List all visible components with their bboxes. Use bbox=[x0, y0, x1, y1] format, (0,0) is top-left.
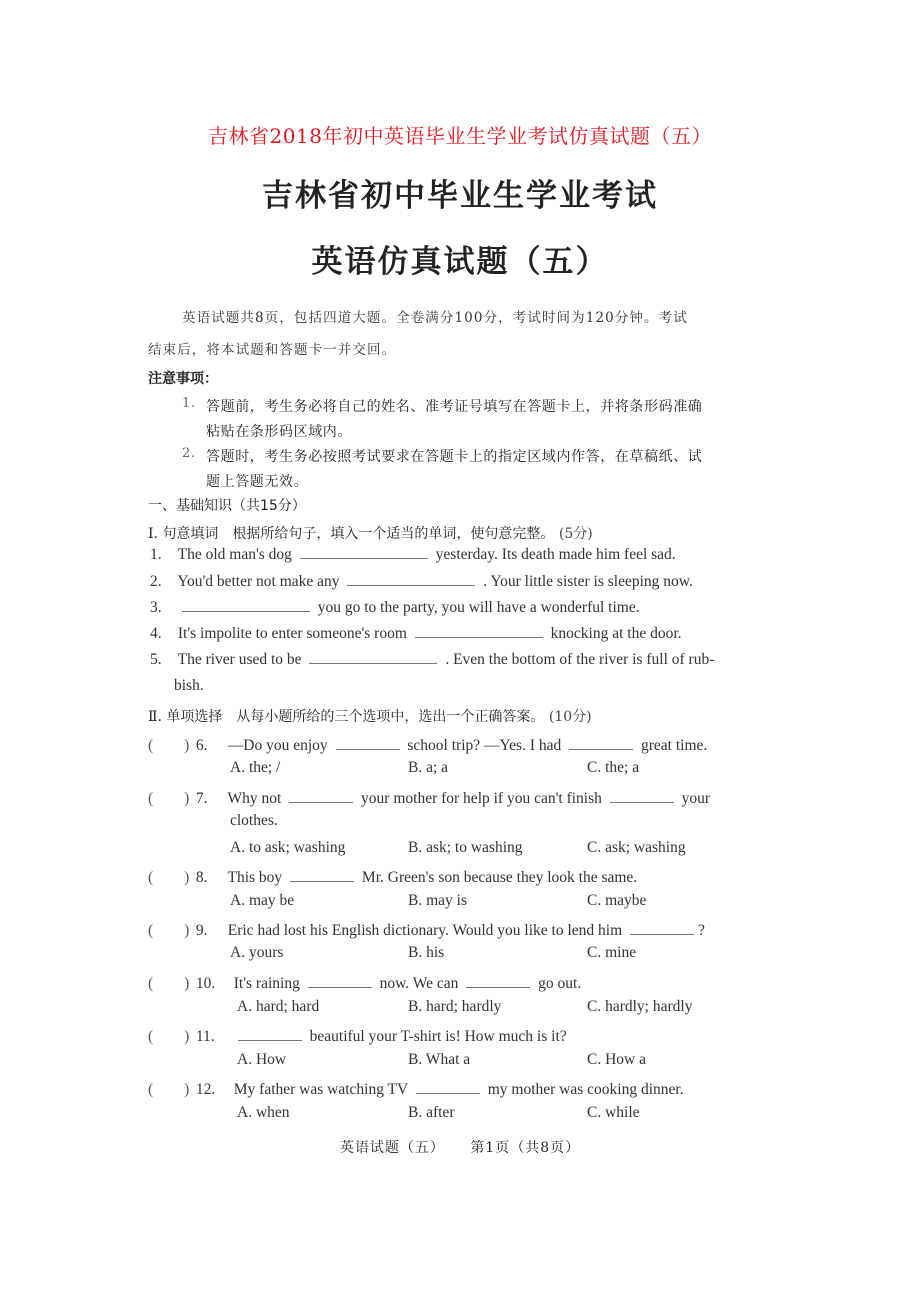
part2-heading bbox=[148, 706, 592, 726]
option-c[interactable]: C. How a bbox=[587, 1051, 646, 1068]
question-continuation: clothes. bbox=[230, 812, 278, 829]
question-number: 9. bbox=[195, 922, 208, 939]
question-text: school trip? —Yes. I had bbox=[407, 737, 562, 754]
question-text: The old man's dog bbox=[177, 546, 292, 563]
mc-question bbox=[148, 865, 637, 887]
footer-exam-name: 英语试题（五） bbox=[339, 1140, 445, 1156]
notice-item-number: 1. bbox=[182, 396, 196, 411]
option-a[interactable]: A. the; / bbox=[230, 759, 281, 776]
exam-title-line2: 英语仿真试题（五） bbox=[311, 244, 609, 280]
option-b[interactable]: B. after bbox=[408, 1104, 455, 1121]
question-text: my mother was cooking dinner. bbox=[487, 1081, 684, 1098]
question-text: go out. bbox=[538, 975, 582, 992]
red-document-title: 吉林省2018年初中英语毕业生学业考试仿真试题（五） bbox=[208, 124, 712, 148]
answer-blank[interactable] bbox=[182, 599, 310, 612]
part1-heading bbox=[148, 523, 593, 543]
answer-blank bbox=[336, 737, 400, 750]
option-c[interactable]: C. ask; washing bbox=[587, 839, 686, 856]
answer-blank bbox=[290, 869, 354, 882]
notice-item-text: 答题时，考生务必按照考试要求在答题卡上的指定区域内作答，在草稿纸、试 bbox=[206, 449, 703, 465]
answer-blank bbox=[238, 1028, 302, 1041]
mc-question bbox=[148, 733, 707, 755]
question-text: your bbox=[681, 790, 711, 807]
question-text: you go to the party, you will have a wonderful time. bbox=[317, 599, 640, 616]
answer-bracket[interactable]: ( ) bbox=[148, 869, 190, 886]
footer-page-number: 第1页（共8页） bbox=[470, 1140, 581, 1156]
question-text: great time. bbox=[640, 737, 708, 754]
option-a[interactable]: A. when bbox=[237, 1104, 290, 1121]
question-number: 11. bbox=[195, 1028, 215, 1045]
fill-question bbox=[150, 625, 682, 643]
option-a[interactable]: A. to ask; washing bbox=[230, 839, 346, 856]
answer-bracket[interactable]: ( ) bbox=[148, 737, 190, 754]
answer-bracket[interactable]: ( ) bbox=[148, 790, 190, 807]
question-number: 5. bbox=[150, 651, 162, 668]
question-text: beautiful your T-shirt is! How much is it? bbox=[309, 1028, 567, 1045]
fill-question bbox=[150, 546, 676, 564]
part-roman-numeral: Ⅰ. bbox=[148, 526, 158, 542]
mc-question bbox=[148, 1077, 684, 1099]
answer-blank bbox=[466, 975, 530, 988]
option-b[interactable]: B. his bbox=[408, 944, 445, 961]
answer-blank bbox=[416, 1081, 480, 1094]
answer-bracket[interactable]: ( ) bbox=[148, 922, 190, 939]
mc-question bbox=[148, 1024, 567, 1046]
part-score: (5分) bbox=[558, 526, 593, 542]
question-text: You'd better not make any bbox=[177, 573, 340, 590]
option-a[interactable]: A. may be bbox=[230, 892, 295, 909]
answer-blank bbox=[289, 790, 353, 803]
mc-question bbox=[148, 786, 710, 808]
notice-item-text: 答题前，考生务必将自己的姓名、准考证号填写在答题卡上，并将条形码准确 bbox=[206, 399, 703, 415]
answer-blank bbox=[610, 790, 674, 803]
question-text: —Do you enjoy bbox=[227, 737, 328, 754]
question-continuation: bish. bbox=[174, 677, 204, 694]
page-footer bbox=[0, 1137, 920, 1157]
question-text: now. We can bbox=[379, 975, 459, 992]
intro-line-2: 结束后，将本试题和答题卡一并交回。 bbox=[148, 342, 397, 358]
intro-line-1: 英语试题共8页，包括四道大题。全卷满分100分，考试时间为120分钟。考试 bbox=[182, 310, 688, 326]
answer-blank bbox=[308, 975, 372, 988]
option-a[interactable]: A. hard; hard bbox=[237, 998, 320, 1015]
question-text: It's raining bbox=[233, 975, 300, 992]
question-text: This boy bbox=[227, 869, 283, 886]
question-text: your mother for help if you can't finish bbox=[361, 790, 602, 807]
question-number: 6. bbox=[195, 737, 208, 754]
part-roman-numeral: Ⅱ. bbox=[148, 709, 162, 725]
answer-blank[interactable] bbox=[309, 651, 437, 664]
option-a[interactable]: A. yours bbox=[230, 944, 284, 961]
option-a[interactable]: A. How bbox=[237, 1051, 287, 1068]
option-c[interactable]: C. maybe bbox=[587, 892, 647, 909]
question-text: . Your little sister is sleeping now. bbox=[483, 573, 693, 590]
answer-blank[interactable] bbox=[415, 625, 543, 638]
mc-question bbox=[148, 971, 581, 993]
question-number: 8. bbox=[195, 869, 208, 886]
question-number: 12. bbox=[195, 1081, 216, 1098]
part-score: (10分) bbox=[548, 709, 592, 725]
question-number: 2. bbox=[150, 573, 162, 590]
section-heading: 一、基础知识（共15分） bbox=[148, 498, 306, 514]
question-number: 10. bbox=[195, 975, 216, 992]
answer-blank[interactable] bbox=[347, 573, 475, 586]
question-text: It's impolite to enter someone's room bbox=[177, 625, 407, 642]
question-text: knocking at the door. bbox=[550, 625, 682, 642]
answer-blank[interactable] bbox=[300, 546, 428, 559]
answer-bracket[interactable]: ( ) bbox=[148, 1081, 190, 1098]
question-number: 4. bbox=[150, 625, 162, 642]
question-text: Eric had lost his English dictionary. Would you like to lend him bbox=[227, 922, 623, 939]
part-instructions: 单项选择 从每小题所给的三个选项中，选出一个正确答案。 bbox=[166, 709, 545, 725]
question-text: Why not bbox=[227, 790, 282, 807]
question-text: My father was watching TV bbox=[233, 1081, 408, 1098]
option-c[interactable]: C. mine bbox=[587, 944, 637, 961]
question-number: 7. bbox=[195, 790, 208, 807]
answer-blank bbox=[569, 737, 633, 750]
question-number: 1. bbox=[150, 546, 162, 563]
option-b[interactable]: B. ask; to washing bbox=[408, 839, 523, 856]
notice-item-text-cont: 粘贴在条形码区域内。 bbox=[206, 424, 352, 440]
exam-title-line1: 吉林省初中毕业生学业考试 bbox=[262, 178, 658, 214]
answer-bracket[interactable]: ( ) bbox=[148, 1028, 190, 1045]
option-b[interactable]: B. What a bbox=[408, 1051, 471, 1068]
option-b[interactable]: B. hard; hardly bbox=[408, 998, 502, 1015]
option-c[interactable]: C. hardly; hardly bbox=[587, 998, 693, 1015]
fill-question bbox=[150, 573, 693, 591]
option-b[interactable]: B. a; a bbox=[408, 759, 449, 776]
option-b[interactable]: B. may is bbox=[408, 892, 467, 909]
fill-question bbox=[150, 651, 714, 669]
notice-item-number: 2. bbox=[182, 446, 196, 461]
answer-blank bbox=[630, 922, 694, 935]
notice-heading: 注意事项： bbox=[148, 371, 218, 387]
question-text: The river used to be bbox=[177, 651, 302, 668]
question-number: 3. bbox=[150, 599, 162, 616]
question-text: ? bbox=[698, 922, 705, 939]
option-c[interactable]: C. while bbox=[587, 1104, 640, 1121]
fill-question bbox=[150, 599, 640, 617]
question-text: . Even the bottom of the river is full of rub- bbox=[445, 651, 715, 668]
part-instructions: 句意填词 根据所给句子，填入一个适当的单词，使句意完整。 bbox=[162, 526, 555, 542]
mc-question bbox=[148, 918, 705, 940]
notice-item-text-cont: 题上答题无效。 bbox=[206, 474, 309, 490]
option-c[interactable]: C. the; a bbox=[587, 759, 640, 776]
answer-bracket[interactable]: ( ) bbox=[148, 975, 190, 992]
question-text: Mr. Green's son because they look the same. bbox=[361, 869, 638, 886]
question-text: yesterday. Its death made him feel sad. bbox=[435, 546, 676, 563]
